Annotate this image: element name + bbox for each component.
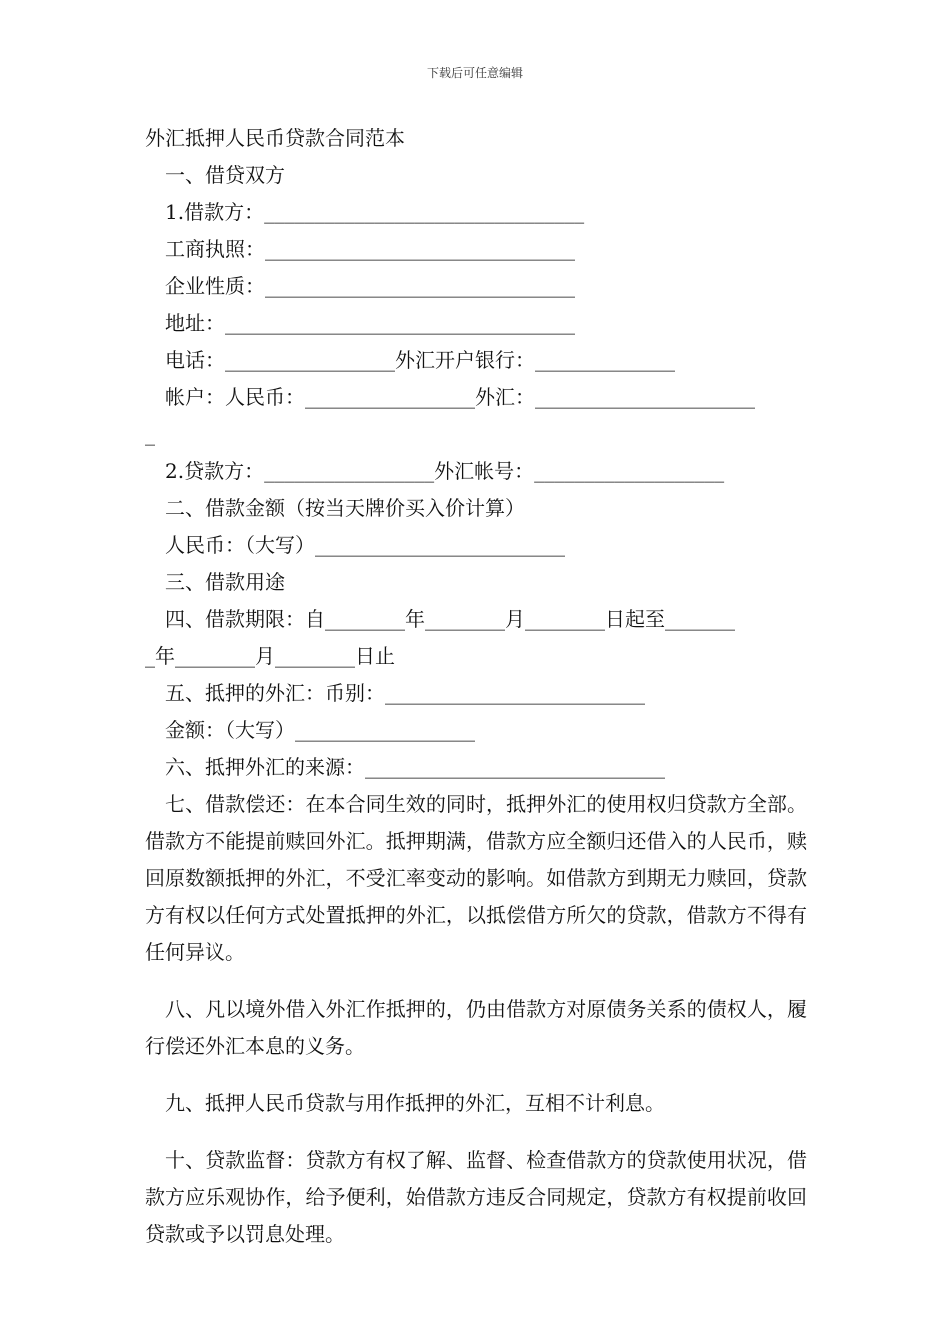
document-body: [145, 120, 807, 1273]
enterprise-nature-field: 企业性质：_______________________________: [165, 274, 575, 298]
loan-term-line-1: 四、借款期限：自________年________月________日起至_______: [165, 607, 735, 631]
account-field: 帐户：人民币：_________________外汇：______________________: [165, 385, 755, 409]
section-amount-heading: 二、借款金额（按当天牌价买入价计算）: [165, 496, 525, 520]
clause-repayment: 七、借款偿还：在本合同生效的同时，抵押外汇的使用权归贷款方全部。借款方不能提前赎回外汇。抵押期满，借款方应全额归还借入的人民币，赎回原数额抵押的外汇，不受汇率变动的影响。如借款方到期无力赎回，贷款方有权以任何方式处置抵押的外汇，以抵偿借方所欠的贷款，借款方不得有任何异议。: [145, 792, 807, 964]
page-header: 下载后可任意编辑: [426, 66, 523, 80]
section-purpose-heading: 三、借款用途: [165, 570, 285, 594]
account-field-wrap: _: [145, 422, 155, 446]
loan-term-line-2: _年________月________日止: [145, 644, 395, 668]
clause-supervision: 十、贷款监督：贷款方有权了解、监督、检查借款方的贷款使用状况，借款方应乐观协作，给予便利，始借款方违反合同规定，贷款方有权提前收回贷款或予以罚息处理。: [145, 1148, 807, 1246]
clause-no-interest: 九、抵押人民币贷款与用作抵押的外汇，互相不计利息。: [165, 1091, 665, 1115]
phone-bank-field: 电话：_________________外汇开户银行：______________: [165, 348, 675, 372]
address-field: 地址：___________________________________: [165, 311, 575, 335]
rmb-amount-field: 人民币：（大写）_________________________: [165, 533, 565, 557]
section-parties-heading: 一、借贷双方: [165, 163, 285, 187]
collateral-currency-field: 五、抵押的外汇：币别：__________________________: [165, 681, 645, 705]
lender-field: 2.贷款方：_________________外汇帐号：___________________: [165, 459, 725, 483]
clause-overseas-collateral: 八、凡以境外借入外汇作抵押的，仍由借款方对原债务关系的债权人，履行偿还外汇本息的义务。: [145, 997, 807, 1058]
collateral-amount-field: 金额：（大写）__________________: [165, 718, 475, 742]
borrower-field: 1.借款方：________________________________: [165, 200, 585, 224]
collateral-source-field: 六、抵押外汇的来源：______________________________: [165, 755, 665, 779]
document-title: 外汇抵押人民币贷款合同范本: [145, 126, 405, 150]
business-license-field: 工商执照：_______________________________: [165, 237, 575, 261]
